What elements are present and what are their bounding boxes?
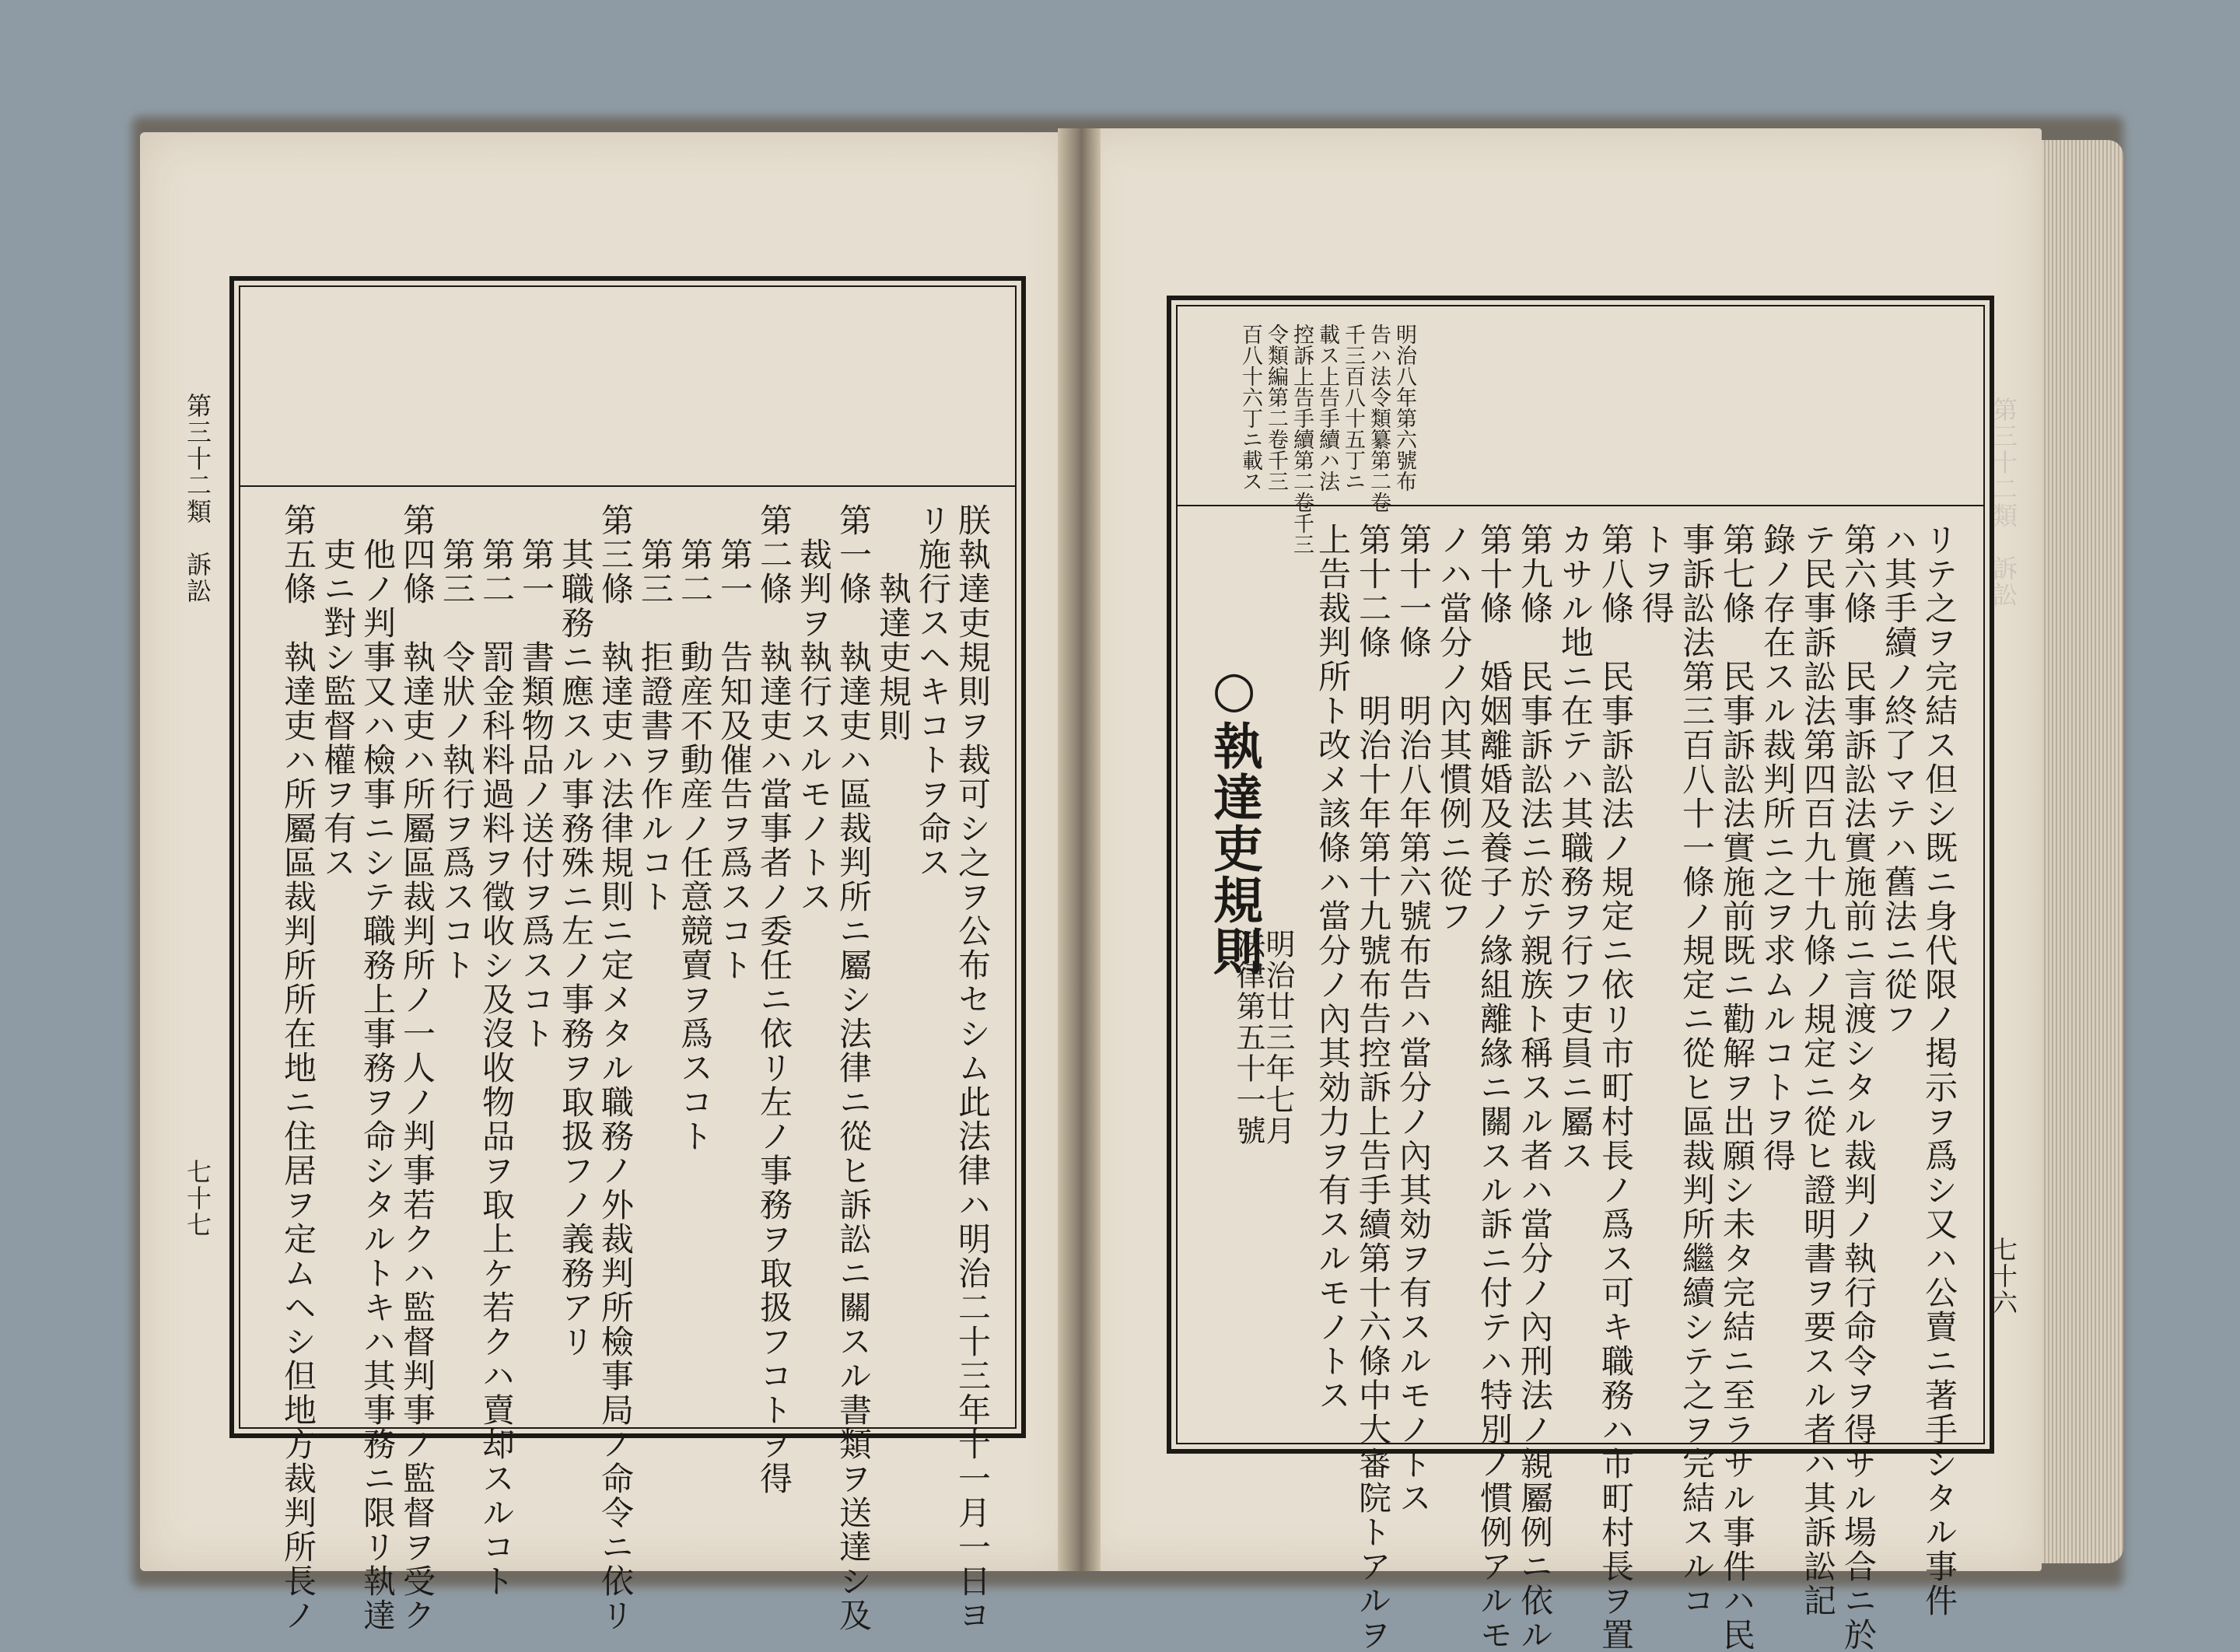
note-column: 明治八年第六號布 [1392,324,1416,492]
text-column: リ施行スヘキコトヲ命ス [914,503,952,880]
text-column: 第一 書類物品ノ送付ヲ爲スコト [517,503,555,1051]
page-edges [2038,140,2123,1563]
note-column: 載ス上告手續ハ法 [1315,324,1339,492]
text-column: 第五條 執達吏ハ所屬區裁判所所在地ニ住居ヲ定ムヘシ但地方裁判所長ノ [279,503,317,1633]
text-column: 他ノ判事又ハ檢事ニシテ職務上事務ヲ命シタルトキハ其事務ニ限リ執達 [359,503,397,1633]
left-frame-divider [240,485,1015,487]
text-column: 第八條 民事訴訟法ノ規定ニ依リ市町村長ノ爲ス可キ職務ハ市町村長ヲ置 [1597,523,1635,1652]
text-column: 第六條 民事訴訟法實施前ニ言渡シタル裁判ノ執行命令ヲ得サル場合ニ於 [1839,523,1878,1652]
text-column: 第一 告知及催告ヲ爲スコト [716,503,754,982]
law-title: ○執達吏規則 [1205,660,1263,977]
text-column: 第十二條 明治十年第十九號布告控訴上告手續第十六條中大審院トアルヲ [1354,523,1392,1652]
text-column: 朕執達吏規則ヲ裁可シ之ヲ公布セシム此法律ハ明治二十三年十一月一日ヨ [954,503,992,1633]
text-column: 第九條 民事訴訟法ニ於テ親族ト稱スル者ハ當分ノ內刑法ノ親屬例ニ依ル [1516,523,1554,1652]
left-margin-header: 第三十二類 訴訟 [183,393,212,604]
right-frame-inner [1176,305,1985,1652]
text-column: 第二 動産不動産ノ任意競賣ヲ爲スコト [676,503,714,1153]
text-column: 第三條 執達吏ハ法律規則ニ定メタル職務ノ外裁判所檢事局ノ命令ニ依リ [597,503,635,1633]
text-column: 其職務ニ應スル事務殊ニ左ノ事務ヲ取扱フノ義務アリ [557,503,595,1359]
text-column: 裁判ヲ執行スルモノトス [795,503,833,914]
text-column: 第一條 執達吏ハ區裁判所ニ屬シ法律ニ從ヒ訴訟ニ關スル書類ヲ送達シ及 [835,503,873,1633]
law-number: 法律第五十一號 [1231,929,1265,1146]
right-page-number: 七十六 [1989,1237,2018,1316]
text-column: 上告裁判所ト改メ該條ハ當分ノ內其効力ヲ有スルモノトス [1314,523,1352,1412]
left-text-frame [229,276,1026,1633]
book-gutter [1058,128,1101,1571]
text-column: 第十一條 明治八年第六號布告ハ當分ノ內其効ヲ有スルモノトス [1395,523,1433,1515]
text-column: 第三 令狀ノ執行ヲ爲スコト [438,503,476,982]
text-column: 事訴訟法第三百八十一條ノ規定ニ從ヒ區裁判所繼續シテ之ヲ完結スルコ [1678,523,1716,1618]
text-column: 第七條 民事訴訟法實施前既ニ勸解ヲ出願シ未タ完結ニ至ラサル事件ハ民 [1718,523,1756,1652]
right-margin-ghost: 第三十二類 訴訟 [1989,397,2018,608]
text-column: カサル地ニ在テハ其職務ヲ行フ吏員ニ屬ス [1556,523,1594,1173]
note-column: 千三百八十五丁ニ [1341,324,1365,492]
text-column: 第四條 執達吏ハ所屬區裁判所ノ一人ノ判事若クハ監督判事ノ監督ヲ受ク [398,503,436,1633]
text-column: 第三 拒證書ヲ作ルコト [636,503,674,914]
right-text-frame [1167,296,1994,1652]
note-column: 令類編第二卷千三 [1264,324,1288,492]
text-column: ノハ當分ノ內其慣例ニ從フ [1435,523,1473,933]
text-column: 吏ニ對シ監督權ヲ有ス [319,503,357,880]
text-column: 執達吏規則 [874,503,912,743]
left-frame-inner [239,285,1017,1633]
note-column: 告ハ法令類纂第二卷 [1367,324,1391,513]
text-column: 第十條 婚姻離婚及養子ノ緣組離緣ニ關スル訴ニ付テハ特別ノ慣例アルモ [1475,523,1514,1652]
note-column: 百八十六丁ニ載ス [1238,324,1262,492]
text-column: トヲ得 [1637,523,1675,625]
law-date: 明治廿三年七月 [1261,929,1295,1146]
text-column: テ民事訴訟法第四百九十九條ノ規定ニ從ヒ證明書ヲ要スル者ハ其訴訟記 [1799,523,1837,1618]
text-column: リテ之ヲ完結ス但シ既ニ身代限ノ掲示ヲ爲シ又ハ公賣ニ著手シタル事件 [1920,523,1958,1618]
text-column: 第二 罰金科料過料ヲ徵收シ及沒收物品ヲ取上ケ若クハ賣却スルコト [478,503,516,1598]
text-column: ハ其手續ノ終了マテハ舊法ニ從フ [1880,523,1918,1036]
text-column: 第二條 執達吏ハ當事者ノ委任ニ依リ左ノ事務ヲ取扱フコトヲ得 [755,503,793,1496]
note-column: 控訴上告手續第二卷千三 [1290,324,1314,555]
text-column: 錄ノ存在スル裁判所ニ之ヲ求ムルコトヲ得 [1759,523,1797,1173]
left-page-number: 七十七 [183,1159,212,1238]
